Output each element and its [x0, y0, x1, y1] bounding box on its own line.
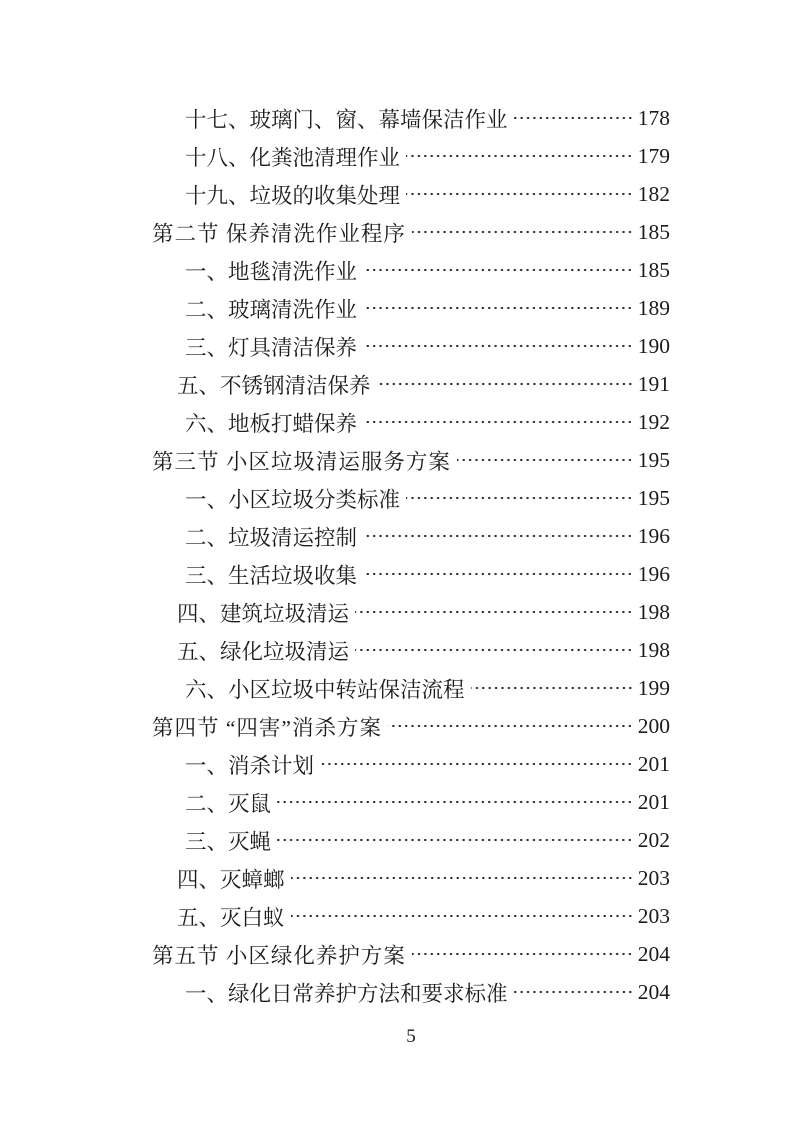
- toc-entry-page: 196: [637, 561, 670, 586]
- toc-entry[interactable]: [152, 327, 670, 365]
- dot-leader-icon: [412, 213, 633, 251]
- toc-entry-page: 199: [637, 675, 670, 700]
- dot-leader-icon: [412, 935, 633, 973]
- toc-entry[interactable]: [152, 137, 670, 175]
- toc-entry-label: 四、灭蟑螂: [177, 867, 285, 892]
- toc-entry[interactable]: [152, 251, 670, 289]
- toc-entry-label: 十七、玻璃门、窗、幕墙保洁作业: [185, 107, 508, 132]
- toc-entry-label: 十九、垃圾的收集处理: [185, 183, 401, 208]
- toc-entry-label: 五、不锈钢清洁保养: [177, 373, 371, 398]
- toc-entry[interactable]: [152, 745, 670, 783]
- toc-entry-label: 三、灯具清洁保养: [185, 335, 358, 360]
- toc-entry-page: 200: [637, 713, 670, 738]
- toc-entry-label: 第四节 “四害”消杀方案: [152, 715, 382, 740]
- toc-entry-page: 203: [637, 903, 670, 928]
- toc-entry-label: 三、生活垃圾收集: [185, 563, 358, 588]
- dot-leader-icon: [363, 289, 633, 327]
- dot-leader-icon: [514, 99, 633, 137]
- dot-leader-icon: [377, 365, 633, 403]
- toc-entry-label: 二、玻璃清洗作业: [185, 297, 358, 322]
- toc-entry-page: 204: [637, 941, 670, 966]
- toc-entry[interactable]: [152, 175, 670, 213]
- toc-entry[interactable]: [152, 973, 670, 1011]
- toc-entry-page: 198: [637, 599, 670, 624]
- toc-entry-page: 182: [637, 181, 670, 206]
- toc-entry-page: 195: [637, 447, 670, 472]
- dot-leader-icon: [355, 593, 633, 631]
- toc-entry[interactable]: [152, 707, 670, 745]
- toc-entry[interactable]: [152, 441, 670, 479]
- dot-leader-icon: [514, 973, 633, 1011]
- toc-entry-label: 五、灭白蚁: [177, 905, 285, 930]
- toc-entry-page: 198: [637, 637, 670, 662]
- dot-leader-icon: [471, 669, 633, 707]
- toc-entry[interactable]: [152, 593, 670, 631]
- dot-leader-icon: [388, 707, 633, 745]
- toc-entry[interactable]: [152, 517, 670, 555]
- toc-entry[interactable]: [152, 935, 670, 973]
- toc-entry-label: 四、建筑垃圾清运: [177, 601, 350, 626]
- toc-entry-label: 五、绿化垃圾清运: [177, 639, 350, 664]
- page-number: 5: [406, 1026, 416, 1047]
- toc-entry-page: 204: [637, 979, 670, 1004]
- toc-entry[interactable]: [152, 821, 670, 859]
- toc-entry[interactable]: [152, 859, 670, 897]
- toc-entry-page: 203: [637, 865, 670, 890]
- toc-entry[interactable]: [152, 783, 670, 821]
- toc-entry-page: 195: [637, 485, 670, 510]
- toc-entry[interactable]: [152, 555, 670, 593]
- toc-entry-page: 189: [637, 295, 670, 320]
- dot-leader-icon: [406, 175, 633, 213]
- toc-entry-page: 192: [637, 409, 670, 434]
- toc-entry-page: 179: [637, 143, 670, 168]
- toc-entry-label: 第三节 小区垃圾清运服务方案: [152, 449, 451, 474]
- toc-entry[interactable]: [152, 403, 670, 441]
- toc-entry[interactable]: [152, 213, 670, 251]
- dot-leader-icon: [291, 897, 633, 935]
- toc-entry-label: 一、小区垃圾分类标准: [185, 487, 401, 512]
- toc-entry-label: 十八、化粪池清理作业: [185, 145, 401, 170]
- dot-leader-icon: [277, 783, 633, 821]
- dot-leader-icon: [363, 555, 633, 593]
- dot-leader-icon: [363, 517, 633, 555]
- toc-entry[interactable]: [152, 479, 670, 517]
- toc-entry-page: 191: [637, 371, 670, 396]
- toc-entry[interactable]: [152, 669, 670, 707]
- toc-entry-page: 201: [637, 789, 670, 814]
- toc-entry-label: 一、地毯清洗作业: [185, 259, 358, 284]
- toc-entry-page: 201: [637, 751, 670, 776]
- dot-leader-icon: [277, 821, 633, 859]
- toc-entry-label: 一、消杀计划: [185, 753, 315, 778]
- toc-entry-label: 二、垃圾清运控制: [185, 525, 358, 550]
- toc-entry-page: 185: [637, 219, 670, 244]
- dot-leader-icon: [291, 859, 633, 897]
- toc-entry-page: 190: [637, 333, 670, 358]
- toc-entry-page: 178: [637, 105, 670, 130]
- dot-leader-icon: [363, 403, 633, 441]
- toc-list: [152, 99, 670, 1011]
- toc-entry-label: 二、灭鼠: [185, 791, 272, 816]
- toc-entry-page: 202: [637, 827, 670, 852]
- toc-entry[interactable]: [152, 365, 670, 403]
- toc-entry[interactable]: [152, 897, 670, 935]
- dot-leader-icon: [320, 745, 633, 783]
- toc-entry-label: 第五节 小区绿化养护方案: [152, 943, 406, 968]
- dot-leader-icon: [363, 327, 633, 365]
- dot-leader-icon: [406, 137, 633, 175]
- toc-entry-label: 三、灭蝇: [185, 829, 272, 854]
- toc-entry-label: 一、绿化日常养护方法和要求标准: [185, 981, 508, 1006]
- toc-entry-page: 196: [637, 523, 670, 548]
- dot-leader-icon: [457, 441, 633, 479]
- dot-leader-icon: [363, 251, 633, 289]
- toc-entry[interactable]: [152, 289, 670, 327]
- toc-entry-page: 185: [637, 257, 670, 282]
- toc-entry[interactable]: [152, 631, 670, 669]
- dot-leader-icon: [406, 479, 633, 517]
- toc-entry-label: 六、小区垃圾中转站保洁流程: [185, 677, 465, 702]
- toc-entry[interactable]: [152, 99, 670, 137]
- toc-entry-label: 第二节 保养清洗作业程序: [152, 221, 406, 246]
- toc-entry-label: 六、地板打蜡保养: [185, 411, 358, 436]
- dot-leader-icon: [355, 631, 633, 669]
